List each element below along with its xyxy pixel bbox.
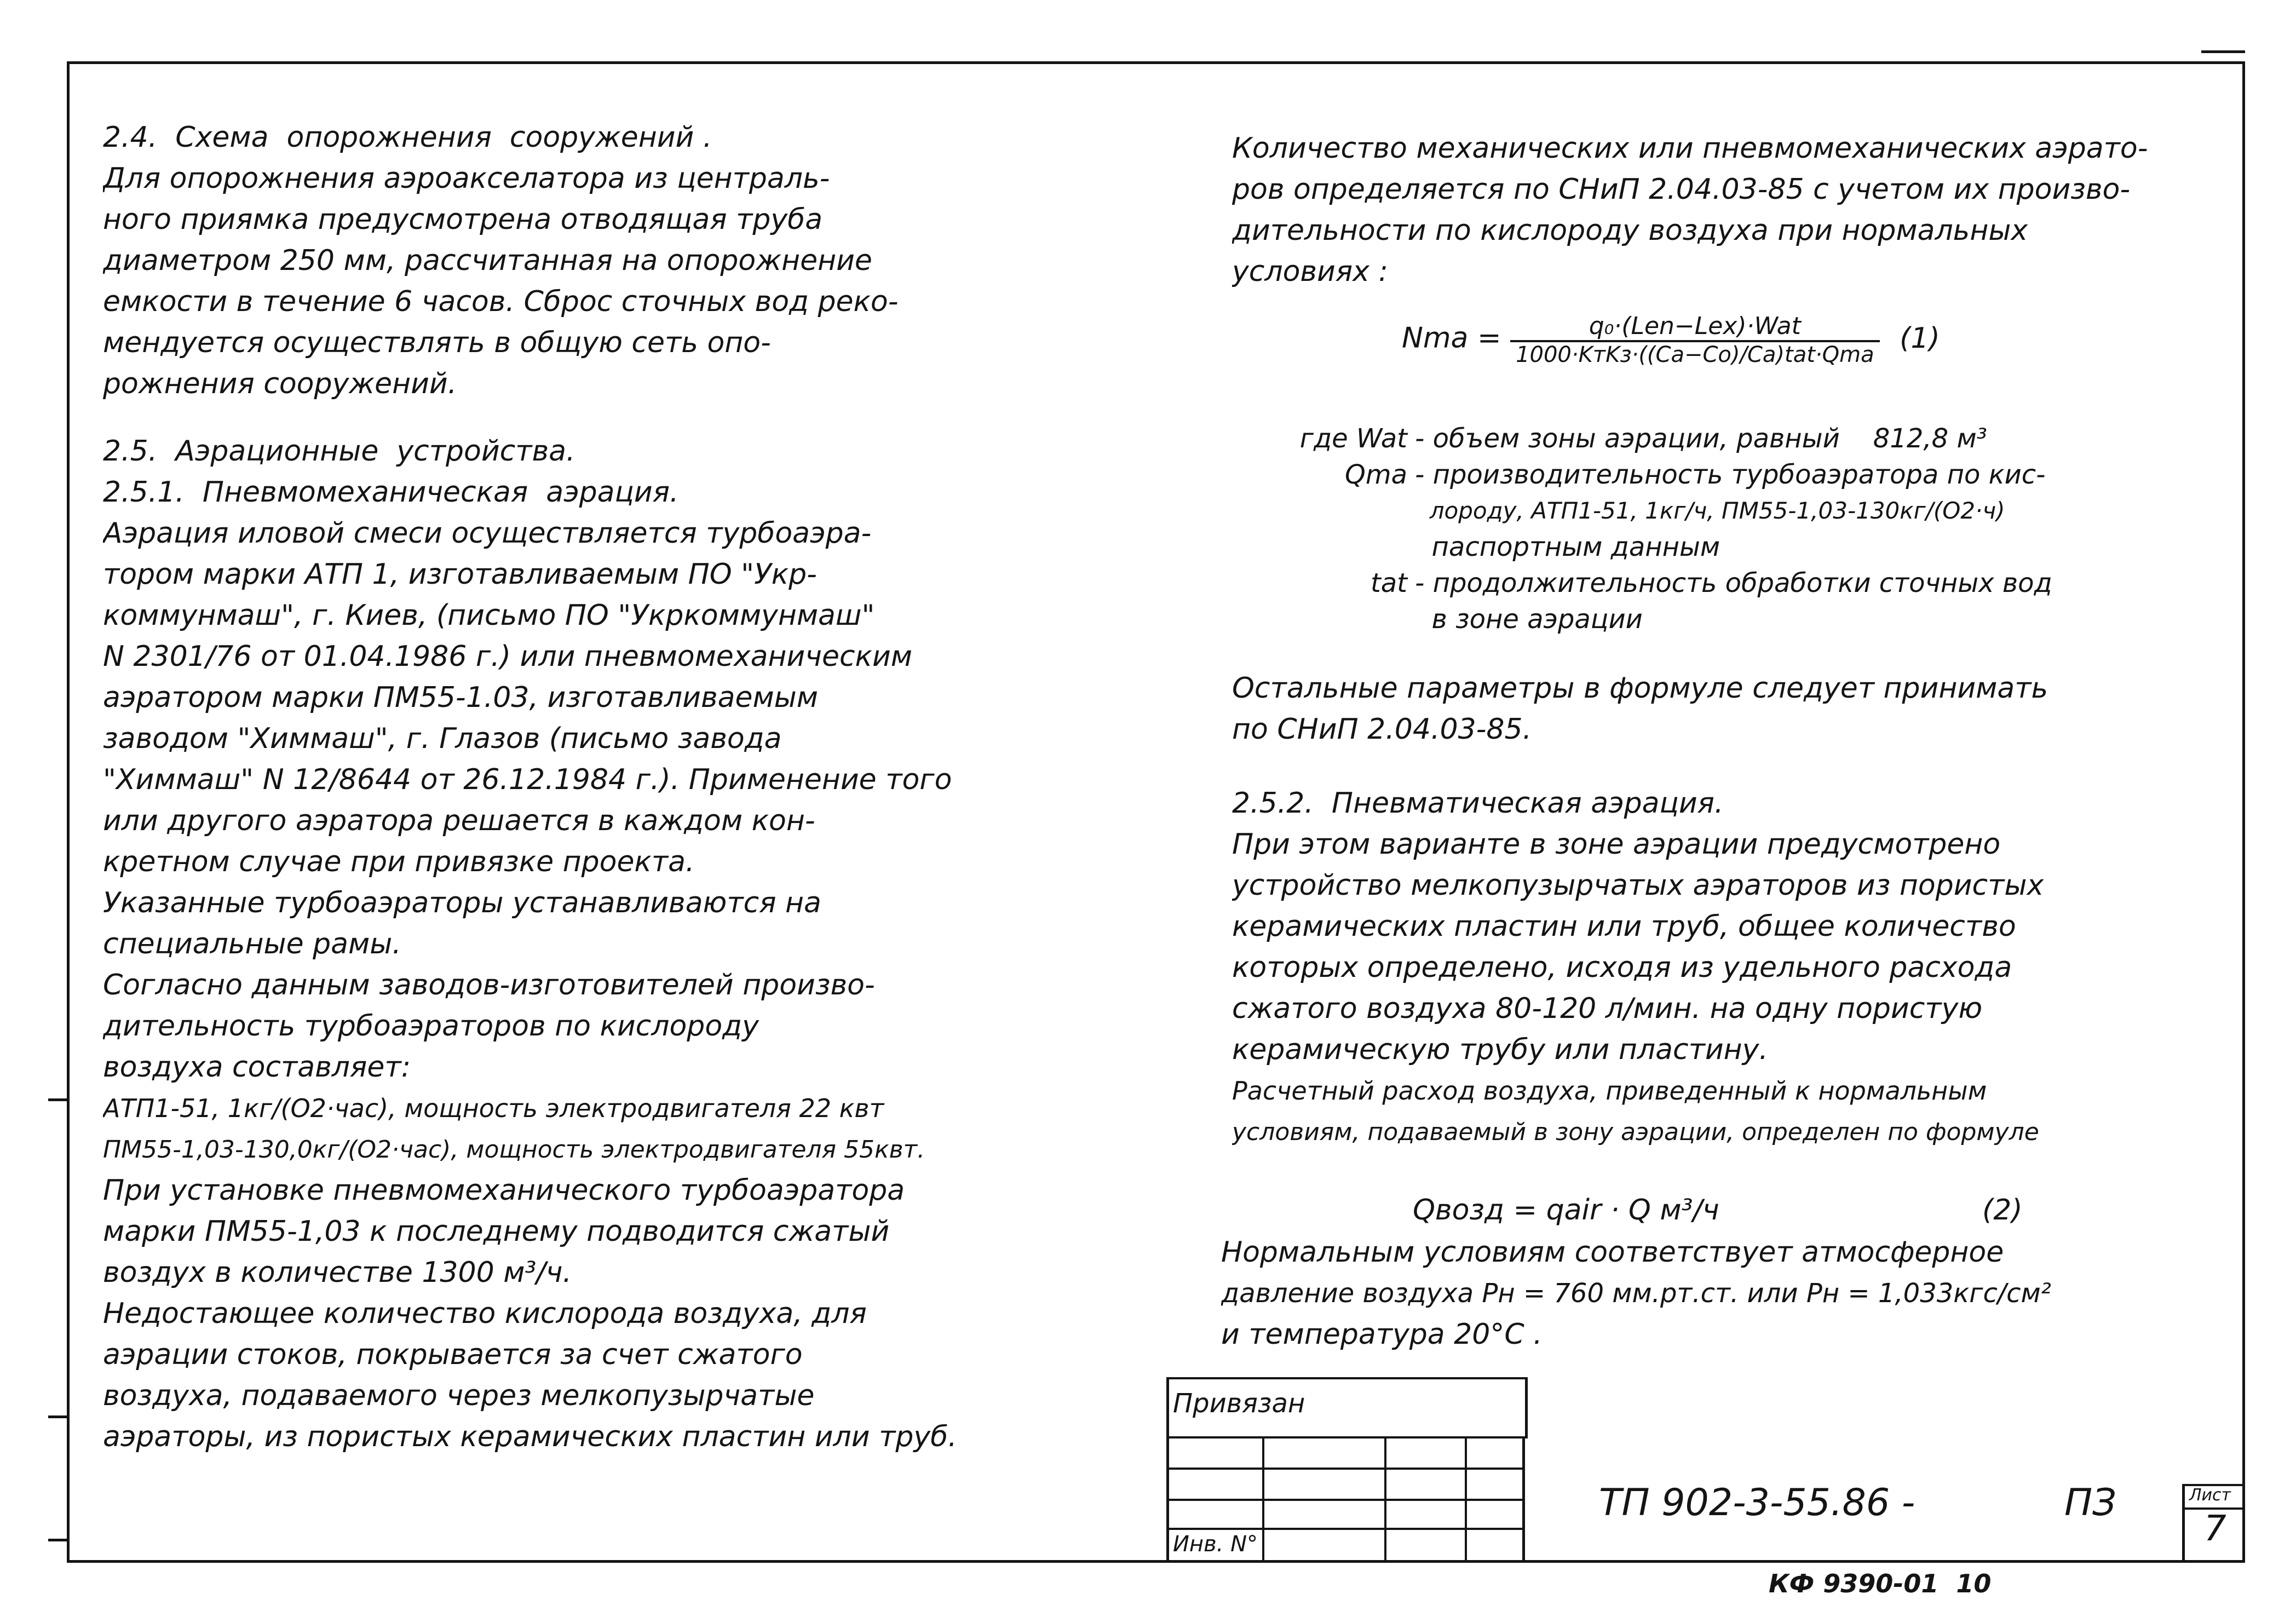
formula-1-numerator: q₀·(Len−Lex)·Wat xyxy=(1510,312,1880,342)
definition-text: - продолжительность обработки сточных вод xyxy=(1415,568,2052,599)
text-line: кретном случае при привязке проекта. xyxy=(103,845,695,878)
margin-tick xyxy=(48,1098,68,1101)
text-line: или другого аэратора решается в каждом кон- xyxy=(103,804,815,837)
definition-key: где Wat xyxy=(1299,423,1407,454)
left-column xyxy=(103,117,1127,1458)
formula-1-fraction xyxy=(1510,312,1880,367)
definition-key: Qma xyxy=(1345,459,1407,490)
text-line: N 2301/76 от 01.04.1986 г.) или пневмомеханическим xyxy=(103,640,912,673)
text-line: воздуха составляет: xyxy=(103,1051,411,1084)
text-line: Согласно данным заводов-изготовителей произво- xyxy=(103,969,875,1002)
formula-1-definitions xyxy=(1248,421,2052,637)
formula-2-label: (2) xyxy=(1982,1194,2023,1227)
text-line: Для опорожнения аэроакселатора из централь- xyxy=(103,162,830,195)
definition-key xyxy=(1248,493,1415,529)
text-line: Расчетный расход воздуха, приведенный к нормальным xyxy=(1232,1076,1987,1106)
text-line: тором марки АТП 1, изготавливаемым ПО "Укр- xyxy=(103,558,817,591)
text-line: ПМ55-1,03-130,0кг/(О2·час), мощность электродвигателя 55квт. xyxy=(103,1136,925,1164)
formula-2 xyxy=(1413,1194,1719,1227)
text-line: заводом "Химмаш", г. Глазов (письмо завода xyxy=(103,722,782,755)
text-line: аэраторы, из пористых керамических пластин или труб. xyxy=(103,1420,957,1453)
section-2-5-heading: 2.5. Аэрационные устройства. xyxy=(103,435,576,468)
frame-corner-mark xyxy=(2201,50,2245,65)
text-line: марки ПМ55-1,03 к последнему подводится сжатый xyxy=(103,1215,890,1248)
text-line: диаметром 250 мм, рассчитанная на опорожнение xyxy=(103,244,872,277)
definition-row xyxy=(1248,565,2052,601)
section-code: ПЗ xyxy=(2064,1481,2116,1524)
definition-text: в зоне аэрации xyxy=(1415,604,1643,635)
text-line: рожнения сооружений. xyxy=(103,367,457,400)
definition-text: - объем зоны аэрации, равный 812,8 м³ xyxy=(1415,423,1987,454)
text-line: мендуется осуществлять в общую сеть опо- xyxy=(103,326,771,359)
definition-text: паспортным данным xyxy=(1415,532,1720,562)
text-line: Аэрация иловой смеси осуществляется турбоаэра- xyxy=(103,517,872,550)
text-line: воздух в количестве 1300 м³/ч. xyxy=(103,1256,572,1289)
text-line: При установке пневмомеханического турбоаэратора xyxy=(103,1174,905,1207)
definition-row xyxy=(1248,493,2052,529)
text-line: условиях : xyxy=(1232,255,1388,288)
definition-row xyxy=(1248,601,2052,637)
definition-key: tat xyxy=(1370,568,1407,599)
text-line: аэратором марки ПМ55-1.03, изготавливаемым xyxy=(103,681,818,714)
text-line: давление воздуха Рн = 760 мм.рт.ст. или Рн = 1,033кгс/см² xyxy=(1221,1278,2051,1309)
text-line: аэрации стоков, покрывается за счет сжатого xyxy=(103,1338,803,1371)
definition-text: - производительность турбоаэратора по кис- xyxy=(1415,459,2046,490)
text-line: Недостающее количество кислорода воздуха, для xyxy=(103,1297,867,1330)
margin-tick xyxy=(48,1415,68,1418)
text-line: ров определяется по СНиП 2.04.03-85 с учетом их произво- xyxy=(1232,173,2131,206)
text-line: керамическую трубу или пластину. xyxy=(1232,1033,1768,1066)
formula-1-label: (1) xyxy=(1900,321,1940,355)
definition-key xyxy=(1248,529,1415,565)
section-2-5-2-heading: 2.5.2. Пневматическая аэрация. xyxy=(1232,787,1724,820)
text-line: специальные рамы. xyxy=(103,928,401,960)
text-line: и температура 20°С . xyxy=(1221,1318,1543,1351)
sheet-number: 7 xyxy=(2204,1509,2226,1549)
sheet-label: Лист xyxy=(2189,1486,2231,1505)
definition-row xyxy=(1248,457,2052,493)
margin-tick xyxy=(48,1539,68,1541)
definition-key xyxy=(1248,601,1415,637)
formula-1-lhs: Nma = xyxy=(1402,321,1501,355)
section-2-5-1-heading: 2.5.1. Пневмомеханическая аэрация. xyxy=(103,476,679,509)
text-line: дительности по кислороду воздуха при нормальных xyxy=(1232,214,2028,247)
text-line: Указанные турбоаэраторы устанавливаются на xyxy=(103,887,821,919)
formula-2-expression: Qвозд = qair · Q м³/ч xyxy=(1413,1194,1719,1227)
text-line: условиям, подаваемый в зону аэрации, определен по формуле xyxy=(1232,1118,2039,1146)
archive-code: КФ 9390-01 10 xyxy=(1769,1569,1992,1598)
formula-1-denominator: 1000·KтKз·((Ca−Co)/Ca)tat·Qma xyxy=(1516,342,1874,367)
text-line: которых определено, исходя из удельного расхода xyxy=(1232,951,2012,984)
definition-row xyxy=(1248,421,2052,457)
definition-text: лороду, АТП1-51, 1кг/ч, ПМ55-1,03-130кг/(О2·ч) xyxy=(1415,497,2005,524)
definition-row xyxy=(1248,529,2052,565)
right-column-section-2-5-2 xyxy=(1232,783,2218,1153)
text-line: сжатого воздуха 80-120 л/мин. на одну пористую xyxy=(1232,992,1983,1025)
right-column-closing xyxy=(1221,1232,2229,1355)
text-line: Остальные параметры в формуле следует принимать xyxy=(1232,672,2048,705)
section-2-4-heading: 2.4. Схема опорожнения сооружений . xyxy=(103,121,712,154)
formula-1 xyxy=(1402,312,1940,367)
document-code: ТП 902-3-55.86 - xyxy=(1599,1481,1915,1524)
text-line: дительность турбоаэраторов по кислороду xyxy=(103,1010,759,1043)
text-line: ного приямка предусмотрена отводящая труба xyxy=(103,203,823,236)
text-line: воздуха, подаваемого через мелкопузырчатые xyxy=(103,1379,815,1412)
text-line: При этом варианте в зоне аэрации предусмотрено xyxy=(1232,828,2001,861)
title-block xyxy=(1166,1377,2245,1563)
right-column-params xyxy=(1232,668,2048,750)
inventory-number-label: Инв. N° xyxy=(1173,1532,1258,1557)
text-line: емкости в течение 6 часов. Сброс сточных вод реко- xyxy=(103,285,899,318)
text-line: Количество механических или пневмомеханических аэрато- xyxy=(1232,132,2148,165)
text-line: Нормальным условиям соответствует атмосферное xyxy=(1221,1236,2004,1269)
text-line: устройство мелкопузырчатых аэраторов из пористых xyxy=(1232,869,2044,902)
text-line: керамических пластин или труб, общее количество xyxy=(1232,910,2016,943)
right-column-intro xyxy=(1232,128,2218,292)
text-line: коммунмаш", г. Киев, (письмо ПО "Укркоммунмаш" xyxy=(103,599,875,632)
text-line: АТП1-51, 1кг/(О2·час), мощность электродвигателя 22 квт xyxy=(103,1094,884,1123)
text-line: по СНиП 2.04.03-85. xyxy=(1232,713,1532,746)
text-line: "Химмаш" N 12/8644 от 26.12.1984 г.). Применение того xyxy=(103,763,952,796)
privyazan-label: Привязан xyxy=(1173,1388,1305,1419)
